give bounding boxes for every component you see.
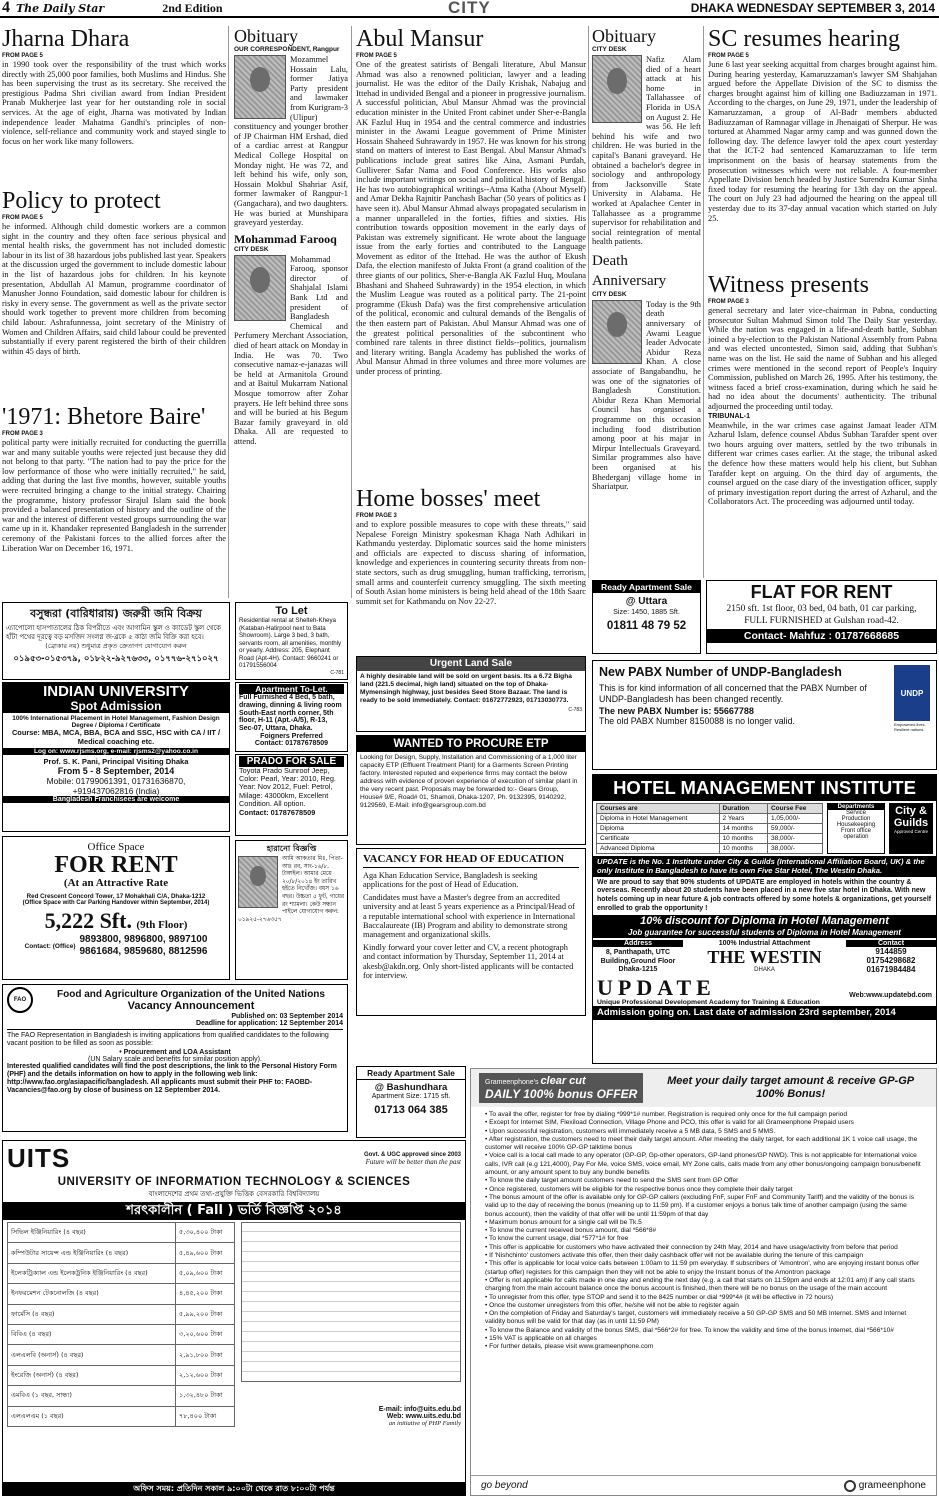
department-item: Service [845, 810, 866, 816]
table-row [8, 1223, 235, 1243]
from-page: FROM PAGE 5 [356, 53, 397, 59]
list-item: • Voice call is a local call made to any operator (GP-GP, Gp-other operators, GP-land phones/GP NWD). This is not applicable for International voice calls, IVR call (e.g 121,4000), Pay For Me, voice SMS, voice email, MY Zone calls, calls made from any other bonus/ongoing campaign bonus/benefit amount, or any amount spent to buy any bundle benefits [485, 1152, 926, 1177]
ad-code: C-783 [568, 707, 582, 713]
table-cell: Diploma [597, 824, 720, 834]
portrait-photo [234, 55, 286, 119]
table-row [8, 1284, 235, 1304]
portrait-photo [592, 55, 642, 123]
ad-phones: 9893800, 9896800, 9897100 [79, 934, 208, 945]
ad-mobile: Mobile: 01799061391, 01731636870, [46, 776, 186, 786]
ad-size: Apartment Size: 1715 sft. [371, 1093, 451, 1100]
table-row [8, 1386, 235, 1406]
ad-body: এ্যাপোলো হাসপাতালের ঠিক বিপরীতে এবং আগামিন স্কুল ও ক্যাডেট স্কুল থেকে হাঁটা পথের দূরত্বে বড় মসজিদ সংলগ্ন জ-ব্লকে ৫ কাঠা জমি বিক্রি করা হবে। [6, 624, 221, 641]
department-item: Production [841, 816, 871, 822]
headline: Jharna Dhara [2, 26, 130, 52]
ad-prado [235, 754, 348, 836]
list-item: • Offer is not applicable for calls made in one day and ending the next day (e.g. a call that starts on 11:59pm and ends at 12:01 am) If any call starts charging from the main account balance once the bonus account is finished, then there will be no bonus on the usage of the main account [485, 1277, 926, 1294]
ad-wanted-etp [356, 735, 586, 845]
table-cell: ৪,৪৫,২০০ টাকা [176, 1284, 235, 1304]
ad-title: New PABX Number of UNDP-Bangladesh [599, 665, 842, 679]
article-body: general secretary and later vice-chairman in Pabna, conducting prosecutor Sultan Mahmud Simon told The Daily Star yesterday. While the nation was engaged in a life-and-death battle, Subhan joined a by-election to the Pakistan National Assembly from Pabna and was elected uncontested, Simon said, adding that Subhan's name was on the list. He said the name of Subhan and his alleged crimes were mentioned in the second report of People's Inquiry Commission, published on March 26, 1995. After his testimony, the witness faced a brief cross-examination, during which he said he had no idea about the documents' authenticity. The tribunal adjourned the proceeding until today. [708, 306, 937, 411]
ad-flat-rent [706, 580, 937, 654]
ad-phones: 9861684, 9859680, 8812596 [79, 946, 208, 957]
ad-location: @ Bashundhara [374, 1082, 448, 1093]
article-abul-mansur [356, 26, 586, 484]
attach-label: 100% Industrial Attachment [718, 940, 811, 948]
uits-office-hours: অফিস সময়: প্রতিদিন সকাল ৯:০০টা থেকে রাত ৮:০০টা পর্যন্ত [3, 1482, 465, 1495]
departments-title: Departments [828, 804, 884, 810]
list-item: • If 'Nishchinto' customers activate this offer, then their daily cashback offer will not be available during the tenure of this campaign [485, 1252, 926, 1260]
ad-title: Ready Apartment Sale [357, 1067, 465, 1080]
article-jharna [2, 26, 226, 176]
headline: Witness presents [708, 272, 870, 298]
ad-scale: (UN Salary scale and benefits for similar position apply). [88, 1055, 262, 1063]
ad-contact: Contact: 01787678509 [239, 808, 316, 818]
ad-title: Urgent Land Sale [357, 657, 585, 671]
ad-title: বসুন্ধরা (বারিধারায়) জরুরী জমি বিক্রয় [30, 607, 202, 620]
from-page: FROM PAGE 5 [2, 53, 43, 59]
byline: CITY DESK [234, 245, 269, 253]
table-cell: এলএলএম (১ বছর) [8, 1406, 176, 1426]
contact-phone: 01671984484 [866, 965, 916, 975]
ad-note: (ব্রোকার নয়) শুধুমাত্র প্রকৃত ক্রেতাগণ যোগাযোগ করুন [45, 642, 187, 650]
headline: SC resumes hearing [708, 26, 900, 52]
ad-address: Red Crescent Concord Tower, 17 Mohakhali C/A, Dhaka-1212 [26, 893, 206, 900]
gp-logo: grameenphone [858, 1480, 926, 1491]
ad-grameenphone [470, 1068, 937, 1496]
article-body: Mohammad Farooq, sponsor director of Shahjalal Islami Bank Ltd and president of Bangladesh Chemical and Perfumery Merchant Association, died of heart attack on Monday in India. He was 70. Two consecutive namaz-e-janazas will be held at Armanitola Ground and at Baitul Mukarram National Mosque tomorrow after Zohar prayers. He left behind three sons and will be buried at his Begum Bazar family graveyard in old Dhaka. All are requested to attend. [234, 254, 348, 446]
portrait-photo [234, 255, 286, 321]
ad-position: • Procurement and LOA Assistant [119, 1048, 231, 1056]
article-body: Nafiz Alam died of a heart attack at his home in Tallahassee of Florida in USA on August 2. He was 56. He left behind his wife and two children. He was buried in the capital's Banani graveyard. He obtained a bachelor's degree in sociology and anthropology from Jacksonville State University in Alabama. He worked at Apalachee Center in Tallahassee as a programme supervisor for rehabilitation and social reintegration of mental health patients. [592, 55, 701, 247]
table-row [8, 1324, 235, 1344]
list-item: • Upon successful registration, customers will immediately receive a 5 MB data, 5 SMS and 5 MMS. [485, 1128, 926, 1136]
ad-title: Food and Agriculture Organization of the United Nations [57, 988, 325, 1000]
gp-brand: Grameenphone's [485, 1079, 539, 1086]
ad-line: 100% International Placement in Hotel Management, Fashion Design [12, 715, 220, 722]
table-row [597, 834, 823, 844]
ad-contact-label: Contact: (Office) [24, 942, 76, 950]
byline: OUR CORRESPONDENT, Rangpur [234, 46, 340, 53]
edition-label: 2nd Edition [162, 0, 223, 15]
list-item: • To know the Balance and validity of the bonus SMS, dial *566*2# for free. To know the validity and time of the bonus Internet, dial *566*10# [485, 1327, 926, 1335]
ad-big: FOR RENT [54, 852, 178, 878]
article-witness [708, 272, 937, 578]
gp-offer: DAILY 100% bonus OFFER [485, 1087, 638, 1101]
byline: CITY DESK [592, 46, 627, 53]
table-cell: ৩,২০,৬০০ টাকা [176, 1324, 235, 1344]
table-row [8, 1406, 235, 1426]
department-item: Front office operation [841, 828, 871, 840]
departments-box [827, 803, 885, 854]
contact-phone: 01754298682 [866, 956, 916, 966]
list-item: • To know the current received bonus amount, dial *566*8# [485, 1227, 926, 1235]
ad-body: A highly desirable land will be sold on urgent basis. Its a 6.72 Bigha land (221.5 decimal, high land) situated on the top of Dhaka-Mymensingh highway, just besides Seed Store Bazaar. The land is ready to be sold immediately. Contact: 01672772923, 01713030773. [360, 673, 572, 704]
ad-franchise: Bangladesh Franchisees are welcome [3, 796, 229, 803]
ad-course: Course: MBA, MCA, BBA, BCA and SSC, HSC with CA / IIT / Medical coaching etc. [11, 728, 221, 746]
ad-title: PRADO FOR SALE [239, 756, 344, 767]
article-body: Today is the 9th death anniversary of Awami League leader Advocate Abidur Reza Khan. A close associate of Bangabandhu, he was one of the signatories of Bangladesh Constitution. Abidur Reza Khan Memorial Council has organised a programme on this occasion including food distribution among poor at his majar in Mirpur Intellectuals Graveyard. Similar programmes also have been organised at his Bhederganj village home in Shariatpur. [592, 299, 701, 492]
table-header: Duration [719, 804, 767, 814]
ad-uits [2, 1140, 466, 1496]
ad-rate: (At an Attractive Rate [63, 877, 169, 889]
ad-location: @ Uttara [625, 596, 668, 607]
ad-size: Size: 1450, 1885 Sft. [613, 607, 680, 616]
headline: Obituary [592, 26, 656, 46]
table-row [8, 1304, 235, 1324]
article-body: One of the greatest satirists of Bengali literature, Abul Mansur Ahmad was also a renowned politician, lawyer and a leading journalist. He was the editor of the Daily Krishak, Nabajug and Ittehad in undivided Bengal and a pioneer in progressive journalism. A successful politician, Abul Mansur Ahmad was the provincial education minister in the United Front cabinet under Sher-e-Bangla AK Fazlul Huq in 1954 and the central commerce and industries minister in the Awami League government of Prime Minister Hossain Shaheed Suhrawardy in 1957. He was known for his strong stand on matters of interest to East Bengal. Abul Mansur Ahmad's publications include great satires like Aina, Asmani Purdah, Gulliverer Safar Nama and Food Conference. His works also include important writings on social and political history of Bengal. He has two autobiographical writings--Atma Katha (About Myself) and Amar Dekha Rajnitir Panchash Bachar (50 years of politics as I have seen it). Abul Mansur Ahmad always propagated secularism in a manner unparalleled in the forties, fifties and sixties. His contribution towards opposition movement in the early days of Pakistan was extremely significant. He wrote about the language issue from the early forties and contributed to the Language Movement as editor of the Ittehad. He was the author of Ekush Dafa, the election manifesto of Jukta Front (a grand coalition of the three giants of our politics, Sher-e-Bangla AK Fazlul Huq, Moulana Bhashani and Shaheed Suhrawardy) in the 1954 election, in which the Muslim League was routed as a political party. The 21-point programme (Ekush Dafa) was the first comprehensive articulation of the political, economic and cultural demands of the Bengalis of the then eastern part of Pakistan. Abul Mansur Ahmad was one of the greatest political personalities of the subcontinent who combined rare talents in three distinct fields--politics, journalism and literary writing. Bangla Academy has published the works of Abul Mansur Ahmad in three volumes and three more volumes are under process of printing. [356, 60, 586, 376]
section-title: CITY [448, 0, 491, 17]
list-item: • To know the current usage, dial *577*1# for free [485, 1235, 926, 1243]
ad-para: Kindly forward your cover letter and CV, a recent photograph and contact information by Thursday, September 11, 2014 at akesb@akdn.org. Only short-listed applicants will be contacted for interview. [363, 942, 574, 981]
ad-dates: From 5 - 8 September, 2014 [57, 766, 175, 776]
uits-motto: Future will be better than the past [365, 1157, 461, 1166]
table-row [8, 1243, 235, 1263]
list-item: • Except for Internet SIM, Flexiload Connection, Village Phone and PCO, this offer is valid for all Grameenphone Prepaid users [485, 1119, 926, 1127]
ad-body: Full Furnished 4 Bed, 5 bath, drawing, dinning & living room South-East north corner, 5th floor, H-11 (Apt.-A/5), R-13, Sec-07, Uttara, Dhaka. [239, 694, 342, 733]
list-item: • Maximum bonus amount for a single call will be Tk.5 [485, 1219, 926, 1227]
table-cell: এলএলবি (অনার্স) (৪ বছর) [8, 1345, 176, 1365]
ad-old-number: The old PABX Number 8150088 is no longer valid. [599, 716, 795, 726]
headline: Policy to protect [2, 188, 161, 214]
article-body: he informed. Although child domestic workers are a common sight in the country and they often face serious physical and mental health risks, the government has not included domestic labour in its list of 38 hazardous jobs published last year. Speakers at the discussion urged the government to include domestic labour in the list of hazardous jobs for children. In his keynote presentation, Abdullah Al Mamun, programme coordinator of Manusher Jonno Foundation, said domestic labour for children is risky in every sense. The government as well as the private sector should work together to prevent more children from becoming child labour. Ashrafunnessa, joint secretary of the Ministry of Women and Children Affairs, said child labour could be prevented substantially if every parent registered the birth of their children within 45 days of birth. [2, 222, 226, 356]
table-cell: ইনফরমেশন টেকনোলজি (৪ বছর) [8, 1284, 176, 1304]
table-row [597, 824, 823, 834]
ad-hotel-management [592, 774, 937, 1064]
undp-logo-icon: UNDP [894, 665, 930, 721]
ad-phone: 01713 064 385 [374, 1104, 448, 1116]
fao-logo-icon: FAO [7, 987, 33, 1013]
obituary-name: Mohammad Farooq [234, 231, 337, 246]
list-item: • To know the daily target amount customers need to send the SMS sent from GP Offer [485, 1177, 926, 1185]
table-cell: 38,000/- [767, 834, 822, 844]
column-rule [351, 26, 352, 598]
list-item: • For further details, please visit www.grameenphone.com [485, 1343, 926, 1351]
missing-person-photo [238, 856, 278, 908]
ad-body: আমি আকতার মিঃ, পিতা-আঃ রব, সাং-১৬/৮, টাঙ্গাইল। আমার মেয়ে ২০/৮/২০১৪ ইং তারিখ হইতে নিখোঁজ। বয়স ১৬ বছর। উচ্চতা ৫ ফুট, গায়ের রং শ্যামলা। কেউ সন্ধান পাইলে যোগাযোগ করুন: ০১৯২৫-২৭৬৩৫৭ [238, 856, 344, 923]
from-page: FROM PAGE 5 [708, 53, 749, 59]
table-row [597, 844, 823, 854]
list-item: • This offer is applicable for local voice calls between 1:00am to 11:59 pm everyday. If subscribers of 'Amontron', who are enjoying instant bonus offer (startup offer) registers for this campaign then they will not be able to enjoy the Instant bonus of the Amontron package [485, 1260, 926, 1277]
paper-logo: The Daily Star [16, 1, 105, 15]
list-item: • To unregister from this offer, type STOP and send it to the 8425 number or dial *999*4# (it will be effective in 72 hours) [485, 1294, 926, 1302]
course-table [596, 803, 823, 854]
article-body: political party were initially recruited for conducting the guerrilla war and many suitable youths were rejected just because they did not belong to that party. "The nation had to pay the price for the low performance of those who were initially recruited," he said, adding that during the last five months, however, suitable youths were recruited bringing a change to the initial strategy. Chairing the programme, history professor Sirajul Islam said the book provided a balanced presentation of history and the outline of the war and the interest of different vested groups surrounding the war came up in it. Khandaker represented Bangladesh in the surrender ceremony of the Pakistani forces to the allied forces after the Liberation War on December 16, 1971. [2, 438, 226, 553]
table-cell: এমবিএ (১ বছর, সান্ধ্য) [8, 1386, 176, 1406]
ad-discount: 10% discount for Diploma in Hotel Management [593, 915, 936, 928]
ad-line: 2150 sft. 1st floor, 03 bed, 04 bath, 01 car parking, [726, 604, 917, 614]
article-body: and to explore possible measures to cope with these threats," said Nepalese Foreign Ministry spokesman Khaga Nath Adhikari in Kathmandu yesterday. Diplomatic sources said the home ministers and officials are expected to discuss sharing of information, knowledge and experiences in countering security threats from non-state sectors, such as drug smuggling, human trafficking, terrorism, small arms and counterfeit currency smuggling. The sixth meeting of South Asian home ministers is being held ahead of the 18th Saarc summit set for Kathmandu on Nov 22-27. [356, 520, 586, 606]
byline: CITY DESK [592, 290, 627, 298]
list-item: • 15% VAT is applicable on all charges [485, 1335, 926, 1343]
ad-para: Aga Khan Education Service, Bangladesh is seeking applications for the post of Head of Education. [363, 871, 538, 890]
table-cell: বিবিএ (৪ বছর) [8, 1324, 176, 1344]
list-item: • To avail the offer, register for free by dialing *999*1# number. Registration is required only once for the full campaign period [485, 1111, 926, 1119]
table-header: Course Fee [767, 804, 822, 814]
ad-phone: 01811 48 79 52 [606, 620, 687, 632]
table-cell: ৫,৪৯,৬০০ টাকা [176, 1243, 235, 1263]
ad-phones: ০১৯৫৩-০১৫৩৭৯, ০১৮২২-৯২৭৬৩৩, ০১৭৭৬-২৭১০২৭ [13, 654, 219, 664]
ad-undp-pabx [592, 660, 937, 770]
from-page: FROM PAGE 3 [708, 299, 749, 305]
uits-subtitle: বাংলাদেশের প্রথম তথ্য-প্রযুক্তি ভিত্তিক বেসরকারি বিশ্ববিদ্যালয় [148, 1190, 320, 1198]
address: 8, Panthapath, UTC Building,Ground Floor Dhaka-1215 [600, 949, 676, 974]
ad-missing-notice [235, 840, 348, 980]
uits-logo: UITS [7, 1143, 71, 1173]
ad-body: Interested qualified candidates will find the post descriptions, the link to the Personal History Form (PHF) and the details information on how to apply in the following web link: http://www.fao.org/asiapacific/bangladesh. All applicants must submit their PHF to: FAOBD-Vacancies@fao.org by close of business on 12 September 2014. [7, 1062, 337, 1095]
uits-banner: শরৎকালীন ( Fall ) ভর্তি বিজ্ঞপ্তি ২০১৪ [3, 1202, 465, 1220]
table-cell: 10 months [719, 844, 767, 854]
table-row [8, 1365, 235, 1385]
gp-tagline: go beyond [481, 1480, 528, 1491]
table-cell: ৭৮,৪০০ টাকা [176, 1406, 235, 1426]
table-cell: ৫,৩০,৪০০ টাকা [176, 1223, 235, 1243]
ad-update-claim: UPDATE is the No. 1 Institute under City & Guilds (International Affiliation Board, UK) & the only Institute in Bangladesh to have its own Five Star Hotel, The Westin Dhaka. [593, 856, 936, 877]
list-item: • Once registered, customers will be eligible for the respective bonus once they complete their daily target [485, 1186, 926, 1194]
subhead: TRIBUNAL-1 [708, 412, 750, 420]
article-sc-hearing [708, 26, 937, 270]
ad-title: INDIAN UNIVERSITY [3, 683, 229, 700]
program-table [7, 1222, 235, 1427]
city-guilds-logo [889, 803, 933, 854]
table-cell: ৫,০৯,৬০০ টাকা [176, 1263, 235, 1283]
column-rule [228, 26, 229, 598]
ad-contact: Contact: 01787678509 [254, 739, 329, 747]
ad-deadline: Deadline for application: 12 September 2014 [195, 1020, 343, 1027]
contact-phone: 9144859 [875, 947, 907, 957]
table-cell: 2 Years [719, 814, 767, 824]
ad-apartment-bashundhara [356, 1066, 466, 1138]
ad-line: Degree / Diploma / Certificate [71, 722, 161, 729]
column-rule [703, 26, 704, 578]
ad-address-note: (Office Space with Car Parking Handover within September, 2014) [22, 900, 210, 906]
ad-body: This is for kind information of all concerned that the PABX Number of UNDP-Bangladesh has been changed recently. [599, 683, 867, 704]
ad-published: Published on: 03 September 2014 [231, 1013, 343, 1020]
uits-web: Web: www.uits.edu.bd [386, 1413, 461, 1420]
masthead [0, 0, 939, 18]
table-cell: Certificate [597, 834, 720, 844]
article-body: in 1990 took over the responsibility of the trust which works directly with 25,000 poor families, both Muslims and Hindus. She has been supervising the trust as its secretary. She received the prestigious Padma Shri civilian award from Indian President Pranab Mukherjee last year for her outstanding role in social services. At the age of eight, Jharna was motivated by Indian independence leader Mahatma Gandhi's principles of non-violence, self-reliance and community work and stayed single to focus on her work like many followers. [2, 60, 226, 146]
ad-body: Looking for Design, Supply, Installation and Commissioning of a 1,000 liter capacity ETP (Effluent Treatment Plant) for a Garments Screen Printing factory. Interested reputed and experience firms may contact the below address with evidence of proven experience of execution of similar plant in the very recent past. Proposals may be forwarded to:- Gears Group, House# 9/E, Road# 01, Shamoli, Dhaka-1207, Ph. 9132395, 9140292, 9129569, E-Mail: info@gearsgroup.com.bd [360, 754, 578, 809]
table-cell: 38,000/- [767, 844, 822, 854]
page-number: 4 [2, 0, 10, 16]
ad-note: Foigners Preferred [260, 732, 323, 740]
department-item: Housekeeping [836, 822, 876, 828]
table-cell: 10 months [719, 834, 767, 844]
ad-to-let [235, 602, 348, 680]
ad-aga-khan-vacancy [356, 848, 586, 1016]
ad-title: HOTEL MANAGEMENT INSTITUTE [593, 775, 936, 801]
table-cell: ২,৯১,৮০০ টাকা [176, 1345, 235, 1365]
headline: Home bosses' meet [356, 486, 541, 512]
westin-city: DHAKA [754, 967, 775, 974]
ad-indian-university [2, 682, 230, 832]
table-header: Courses are [597, 804, 720, 814]
gp-clearcut: clear cut [540, 1075, 586, 1087]
ad-line: FULL FURNISHED at Gulshan road-42. [744, 616, 899, 626]
list-item: • The bonus amount of the offer is available only for GP-GP callers (excluding FnF, super FnF and Community Tariff) and the validity of the bonus is valid up to the day of receiving the bonus (meaning up to 11:59 pm). If a customer enjoys a bonus talk time of another campaign (using the same bonus account), then the validity of that offer will be until 11:59pm of that day [485, 1194, 926, 1219]
table-cell: ৫,৯৯,২০০ টাকা [176, 1304, 235, 1324]
address-label: Address [593, 940, 683, 947]
ad-phone-india: +919437062816 (India) [72, 786, 160, 796]
ad-body: Toyota Prado Sunroof Jeep, Color: Pearl, Year: 2010, Reg. Year: Nov 2012, Fuel: Petrol, Milage: 43000km, Excellent Condition. All option. [239, 766, 336, 808]
contact-label: Contact [846, 940, 936, 947]
ad-title: হারানো বিজ্ঞপ্তি [266, 844, 317, 853]
table-cell: ইলেকট্রিক্যাল এন্ড ইলেকট্রনিক ইঞ্জিনিয়ারিং (৪ বছর) [8, 1263, 176, 1283]
article-bhetore [2, 404, 226, 596]
article-obituary-1 [234, 26, 348, 598]
westin-logo: THE WESTIN [707, 947, 822, 968]
table-row [597, 814, 823, 824]
uits-email: E-mail: info@uits.edu.bd [378, 1406, 461, 1413]
ad-tagline: Unique Professional Development Academy for Training & Education [597, 998, 820, 1006]
table-cell: 14 months [719, 824, 767, 834]
gp-headline: Meet your daily target amount & receive GP-GP 100% Bonus! [667, 1075, 915, 1100]
from-page: FROM PAGE 5 [2, 215, 43, 221]
uits-govt: Govt. & UGC approved since 2003 [363, 1151, 461, 1158]
ad-title: Office Space [87, 841, 145, 853]
ad-title: To Let [275, 605, 308, 617]
headline: Abul Mansur [356, 26, 484, 52]
table-cell: 59,000/- [767, 824, 822, 834]
ad-urgent-land [356, 656, 586, 732]
list-item: • After registration, the customers need to meet their daily target amount. After meeting the daily target, for each additional 1K 1 voice call usage, the customer will receive 100% GP-GP talktime bonus [485, 1136, 926, 1153]
table-cell: ফার্মেসি (৪ বছর) [8, 1304, 176, 1324]
gp-terms-list [471, 1107, 936, 1352]
table-cell: 1,05,000/- [767, 814, 822, 824]
list-item: • On the completion of Friday and Saturday's target, customers will immediately receive a 50 GP-GP SMS and 50 MB Internet. SMS and Internet validity bonus will be valid for that day (as in until 11:59 PM) [485, 1310, 926, 1327]
table-cell: কম্পিউটার সায়েন্স এন্ড ইঞ্জিনিয়ারিং (৪ বছর) [8, 1243, 176, 1263]
ad-admission: Admission going on. Last date of admission 23rd september, 2014 [593, 1006, 936, 1020]
gp-logo-icon [844, 1480, 856, 1492]
ad-web: Log on: www.rjsms.org, e-mail: rjsms2@yahoo.co.in [3, 748, 229, 755]
cg-sub: Approved Centre [893, 829, 929, 834]
ad-floor: (9th Floor) [136, 919, 188, 931]
article-body: Meanwhile, in the war crimes case against Jamaat leader ATM Azharul Islam, defence counsel Abdus Subhan Tarafder spent over two hours arguing over matters, settled by the two tribunals in different war crimes cases earlier. At the stage, the tribunal asked the defence how these matters would help his client, but Subhan Tarafder kept on arguing. On the third day of arguments, the counsel argued on the case diary of the investigation officer, supply of primary investigation report during the arrest of Azharul, and the Collaborators Act. The proceeding was adjourned until today. [708, 420, 937, 507]
ad-subtitle: Spot Admission [3, 700, 229, 713]
list-item: • Once the customer unregisters from this offer, he/she will not be able to register again [485, 1302, 926, 1310]
table-cell: ইংরেজি (অনার্স) (৪ বছর) [8, 1365, 176, 1385]
headline: Death Anniversary [592, 252, 667, 289]
uits-footer: an initiative of PHP Family [388, 1420, 461, 1427]
ad-title: Apartment To-Let. [239, 684, 344, 694]
article-body: Mozammel Hossain Lalu, former Jatiya Party president and lawmaker from Kurigram-3 (Ulipur) constituency and younger brother of JP Chairman HM Ershad, died of a cardiac arrest at Rangpur Medical College Hospital on Monday night. He was 72, and left behind his wife, only son, Hossain Mokbul Shahriar Asif, former lawmaker of Rangpur-1 (Gangachara), and two daughters. He was buried at Munshipara graveyard yesterday. [234, 55, 348, 228]
article-body: June 6 last year seeking acquittal from charges brought against him. During hearing yesterday, Kamaruzzaman's lawyer SM Shahjahan argued before the Appellate Division of the SC to dismiss the charges brought against him of killing one Badiuzzaman in 1971. According to the charges, on June 29, 1971, under the leadership of Kamaruzzaman, a group of Al-Badr members abducted Badiuzzaman of Ramnagar village in Jhenaigati of Sherpur. He was tortured at Ahammed Nagar army camp and was gunned down the following day. The defence lawyer told the apex court yesterday that the ICT-2 had sentenced Kamaruzzaman to life term imprisonment on the basis of hearsay statements from the prosecution witnesses which were not reliable. A four-member Appellate Division bench headed by Justice Surendra Kumar Sinha fixed today for resuming the hearing for 13th day on the appeal. The court on July 23 had adjourned the hearing on the appeal till yesterday due to its 37-day annual vacation which started on July 25. [708, 60, 937, 223]
article-obituary-2 [592, 26, 701, 578]
column-rule [588, 26, 589, 578]
ad-fao-vacancy [2, 984, 348, 1132]
headline: Obituary [234, 26, 298, 46]
table-cell: সিভিল ইঞ্জিনিয়ারিং (৪ বছর) [8, 1223, 176, 1243]
ad-bashundhara-land [2, 602, 230, 680]
cg-name: City & Guilds [893, 805, 929, 829]
ad-proud: We are proud to say that 90% students of UPDATE are employed in hotels within the country & overseas. Recently about 20 students have been placed in a new five star hotel in Dhaka. With new hotels coming up in near future & job contracts offered by some hotels & organizations, get yourself enrolled to grab the opportunity ! [597, 878, 932, 912]
ad-prof: Prof. S. K. Pani, Principal Visiting Dhaka [43, 757, 189, 766]
table-row [8, 1345, 235, 1365]
table-cell: Advanced Diploma [597, 844, 720, 854]
undp-tagline: Empowered lives. Resilient nations. [894, 722, 926, 732]
ad-title: VACANCY FOR HEAD OF EDUCATION [363, 853, 579, 868]
ad-title: FLAT FOR RENT [750, 582, 893, 602]
table-row [8, 1263, 235, 1283]
ad-office-space [2, 836, 230, 980]
ad-apartment-to-let [235, 682, 348, 752]
from-page: FROM PAGE 3 [356, 513, 397, 519]
ad-size: 5,222 Sft. [44, 908, 132, 933]
from-page: FROM PAGE 3 [2, 431, 43, 437]
table-cell: ১,৩২,৪৮০ টাকা [176, 1386, 235, 1406]
update-logo: UPDATE [597, 974, 716, 1000]
ad-subtitle: Vacancy Announcement [127, 999, 255, 1012]
article-home-bosses [356, 486, 586, 606]
table-cell: Diploma in Hotel Management [597, 814, 720, 824]
article-policy [2, 188, 226, 402]
admission-info-grid [241, 1222, 461, 1382]
ad-title: WANTED TO PROCURE ETP [357, 736, 585, 752]
ad-code: C-781 [330, 669, 344, 676]
ad-para: Candidates must have a Master's degree from an accredited university and at least 5 years experience as a Principal/Head of a reputable international school with experience in International Baccalaureate (IB) Program and ability to demonstrate strong management and organizational skills. [363, 892, 576, 940]
ad-apartment-uttara [592, 580, 701, 654]
ad-body: Residential rental at Shelteh-Kheya (Kataban-Hatirpool next to Bata Showroom). Large 3 bed, 3 bath, servants room, all amenities, monthly or yearly. Address: 205, Elephant Road (Apt-4H). Contact: 9660241 or 01791556004 [239, 617, 342, 669]
ad-web: Web:www.updatebd.com [849, 991, 932, 999]
headline: '1971: Bhetore Baire' [2, 404, 206, 430]
list-item: • This offer is applicable for customers who have activated their connection by 24th May, 2014 and have usage/activity from before that period [485, 1244, 926, 1252]
table-cell: ২,১২,৬০০ টাকা [176, 1365, 235, 1385]
ad-title: Ready Apartment Sale [593, 581, 700, 593]
ad-intro: The FAO Representation in Bangladesh is inviting applications from qualified candidates to the following vacant position to be filled as soon as possible: [7, 1032, 329, 1048]
ad-new-number: The new PABX Number is: 55667788 [599, 706, 754, 716]
ad-guarantee: Job guarantee for successful students of Diploma in Hotel Management [593, 928, 936, 938]
portrait-photo [592, 300, 642, 364]
ad-contact: Contact- Mahfuz : 01787668685 [707, 629, 936, 643]
issue-date: DHAKA WEDNESDAY SEPTEMBER 3, 2014 [690, 1, 935, 15]
uits-name: UNIVERSITY OF INFORMATION TECHNOLOGY & SCIENCES [57, 1176, 411, 1188]
